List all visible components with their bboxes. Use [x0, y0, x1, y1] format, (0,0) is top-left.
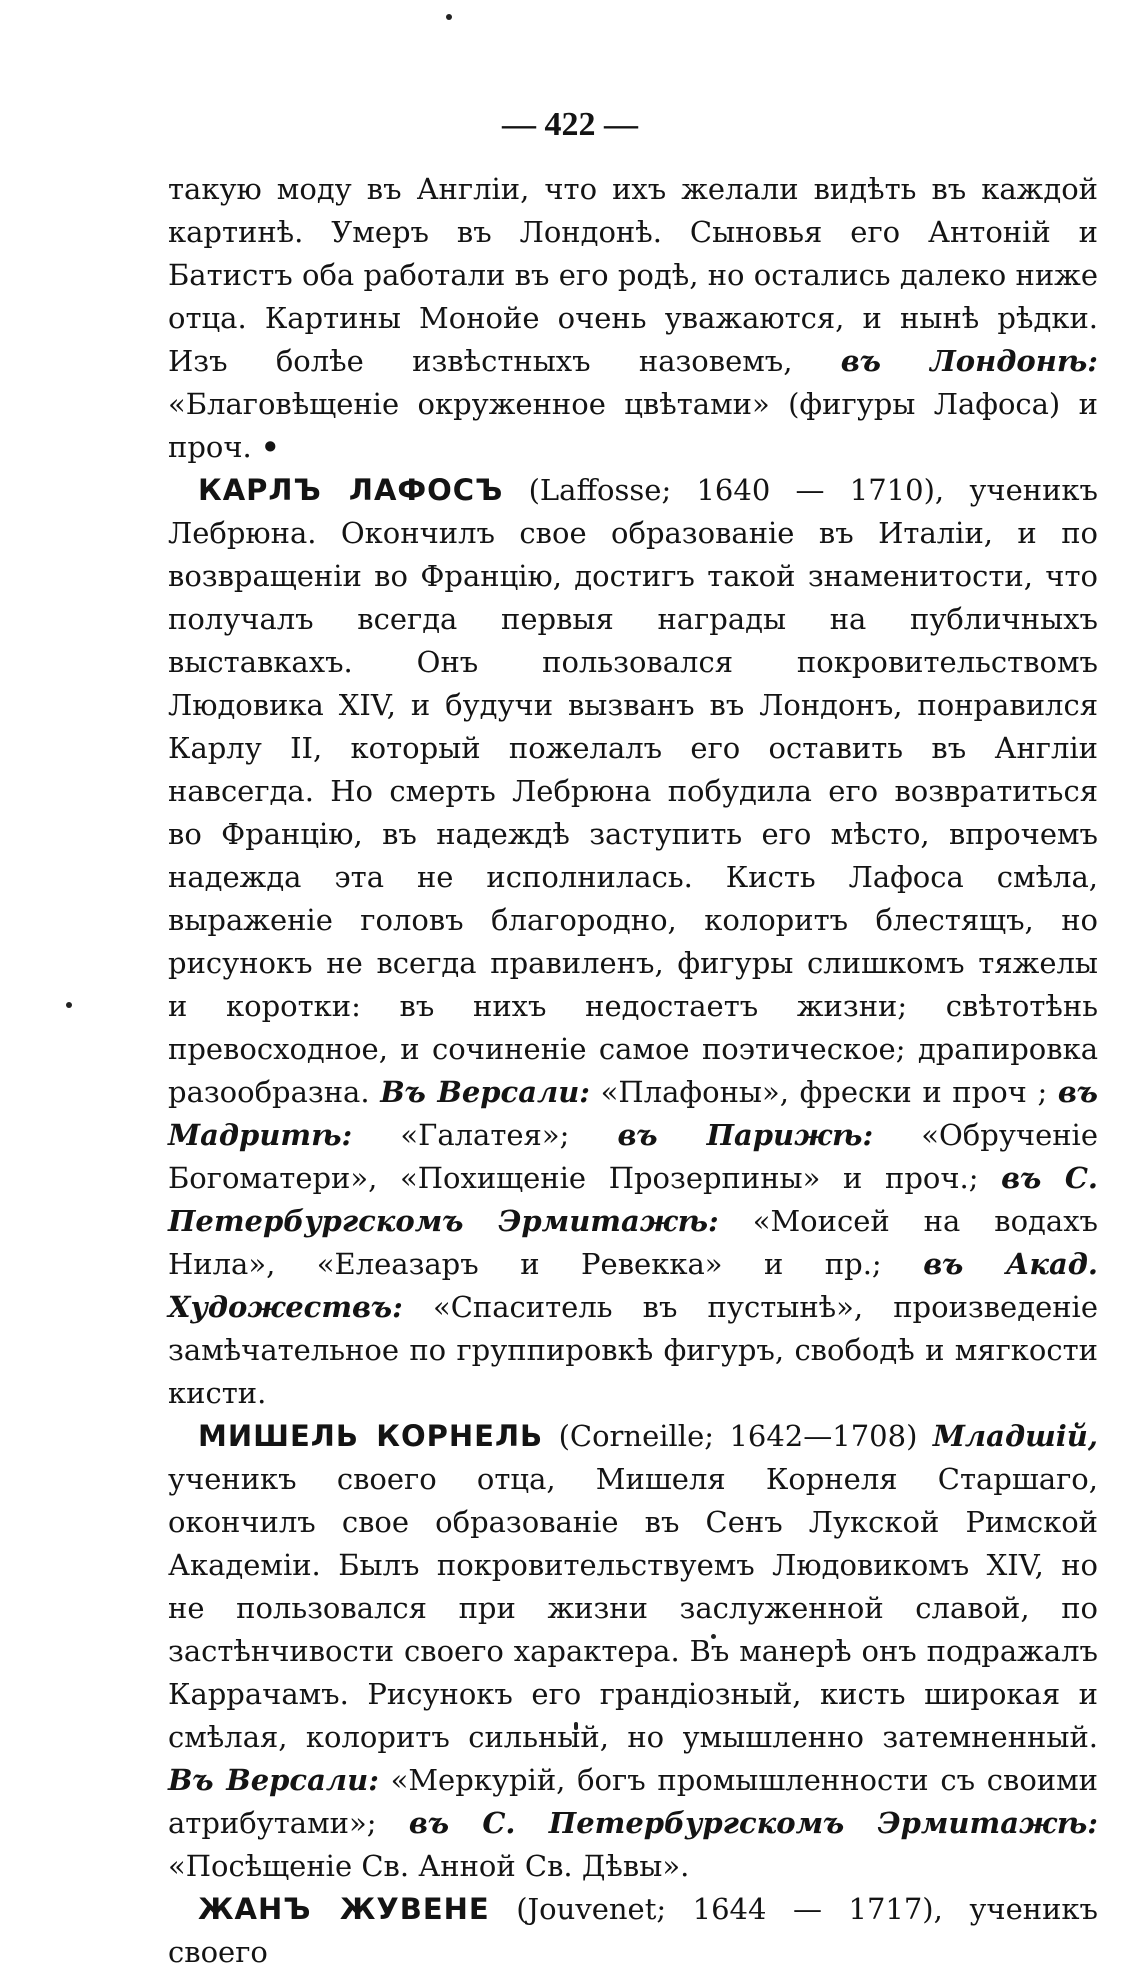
location-label: въ С. Петербургскомъ Эрмитажѣ: [168, 1161, 1098, 1238]
text-run: (Jouvenet; 1644 — 1717), ученикъ своего [168, 1892, 1098, 1969]
text-run: «Спаситель въ пустынѣ», произведеніе замѣчательное по группировкѣ фигуръ, свободѣ и мягкости кисти. [168, 1290, 1098, 1410]
location-label: въ Парижѣ: [617, 1118, 874, 1152]
paragraph [168, 1888, 1098, 1974]
paragraph [168, 469, 1098, 1415]
paragraph [168, 168, 1098, 469]
text-run: такую моду въ Англіи, что ихъ желали видѣть въ каждой картинѣ. Умеръ въ Лондонѣ. Сыновья его Антоній и Батистъ оба работали въ его родѣ, но остались далеко ниже отца. Картины Монойе очень уважаются, и нынѣ рѣдки. Изъ болѣе извѣстныхъ назовемъ, [168, 172, 1098, 378]
location-label: Младшій, [932, 1419, 1098, 1453]
artist-name: КАРЛЪ ЛАФОСЪ [198, 473, 504, 507]
location-label: въ Лондонѣ: [840, 344, 1099, 378]
artist-name: ЖАНЪ ЖУВЕНЕ [198, 1892, 490, 1926]
speck-top [446, 14, 452, 20]
location-label: въ Акад. Художествъ: [168, 1247, 1098, 1324]
page-body-text [168, 168, 1098, 1974]
text-run: «Моисей на водахъ Нила», «Елеазаръ и Ревекка» и пр.; [168, 1204, 1098, 1281]
text-run: «Галатея»; [352, 1118, 618, 1152]
text-run: ученикъ своего отца, Мишеля Корнеля Старшаго, окончилъ свое образованіе въ Сенъ Лукской Римской Академіи. Былъ покровительствуемъ Людовикомъ XIV, но не пользовался при жизни заслуженной славой, по застѣнчивости своего характера. Въ манерѣ онъ подражалъ Каррачамъ. Рисунокъ его грандіозный, кисть широкая и смѣлая, колоритъ сильный, но умышленно затемненный. [168, 1462, 1098, 1754]
text-run: (Corneille; 1642—1708) [543, 1419, 933, 1453]
text-run: «Благовѣщеніе окруженное цвѣтами» (фигуры Лафоса) и проч. [168, 387, 1098, 464]
location-label: въ С. Петербургскомъ Эрмитажѣ: [408, 1806, 1098, 1840]
speck-left-margin [66, 1002, 72, 1008]
location-label: Въ Версали: [380, 1075, 591, 1109]
text-run: (Laffosse; 1640 — 1710), ученикъ Лебрюна. Окончилъ свое образованіе въ Италіи, и по возвращеніи во Францію, достигъ такой знаменитости, что получалъ всегда первыя награды на публичныхъ выставкахъ. Онъ пользовался покровительствомъ Людовика XIV, и будучи вызванъ въ Лондонъ, понравился Карлу II, который пожелалъ его оставить въ Англіи навсегда. Но смерть Лебрюна побудила его возвратиться во Францію, въ надеждѣ заступить его мѣсто, впрочемъ надежда эта не исполнилась. Кисть Лафоса смѣла, выраженіе головъ благородно, колоритъ блестящъ, но рисунокъ не всегда правиленъ, фигуры слишкомъ тяжелы и коротки: въ нихъ недостаетъ жизни; свѣтотѣнь превосходное, и сочиненіе самое поэтическое; драпировка разообразна. [168, 473, 1098, 1109]
text-run: «Посѣщеніе Св. Анной Св. Дѣвы». [168, 1849, 690, 1883]
location-label: Въ Версали: [168, 1763, 379, 1797]
page-number: — 422 — [502, 106, 638, 143]
text-run: «Плафоны», фрески и проч ; [590, 1075, 1058, 1109]
artist-name: МИШЕЛЬ КОРНЕЛЬ [198, 1419, 544, 1453]
location-label: въ Мадритѣ: [168, 1075, 1099, 1152]
text-run: «Обрученіе Богоматери», «Похищеніе Прозерпины» и проч.; [168, 1118, 1098, 1195]
bullet-mark: • [260, 430, 280, 464]
paragraph [168, 1415, 1098, 1888]
text-run: «Меркурій, богъ промышленности съ своими атрибутами»; [168, 1763, 1098, 1840]
